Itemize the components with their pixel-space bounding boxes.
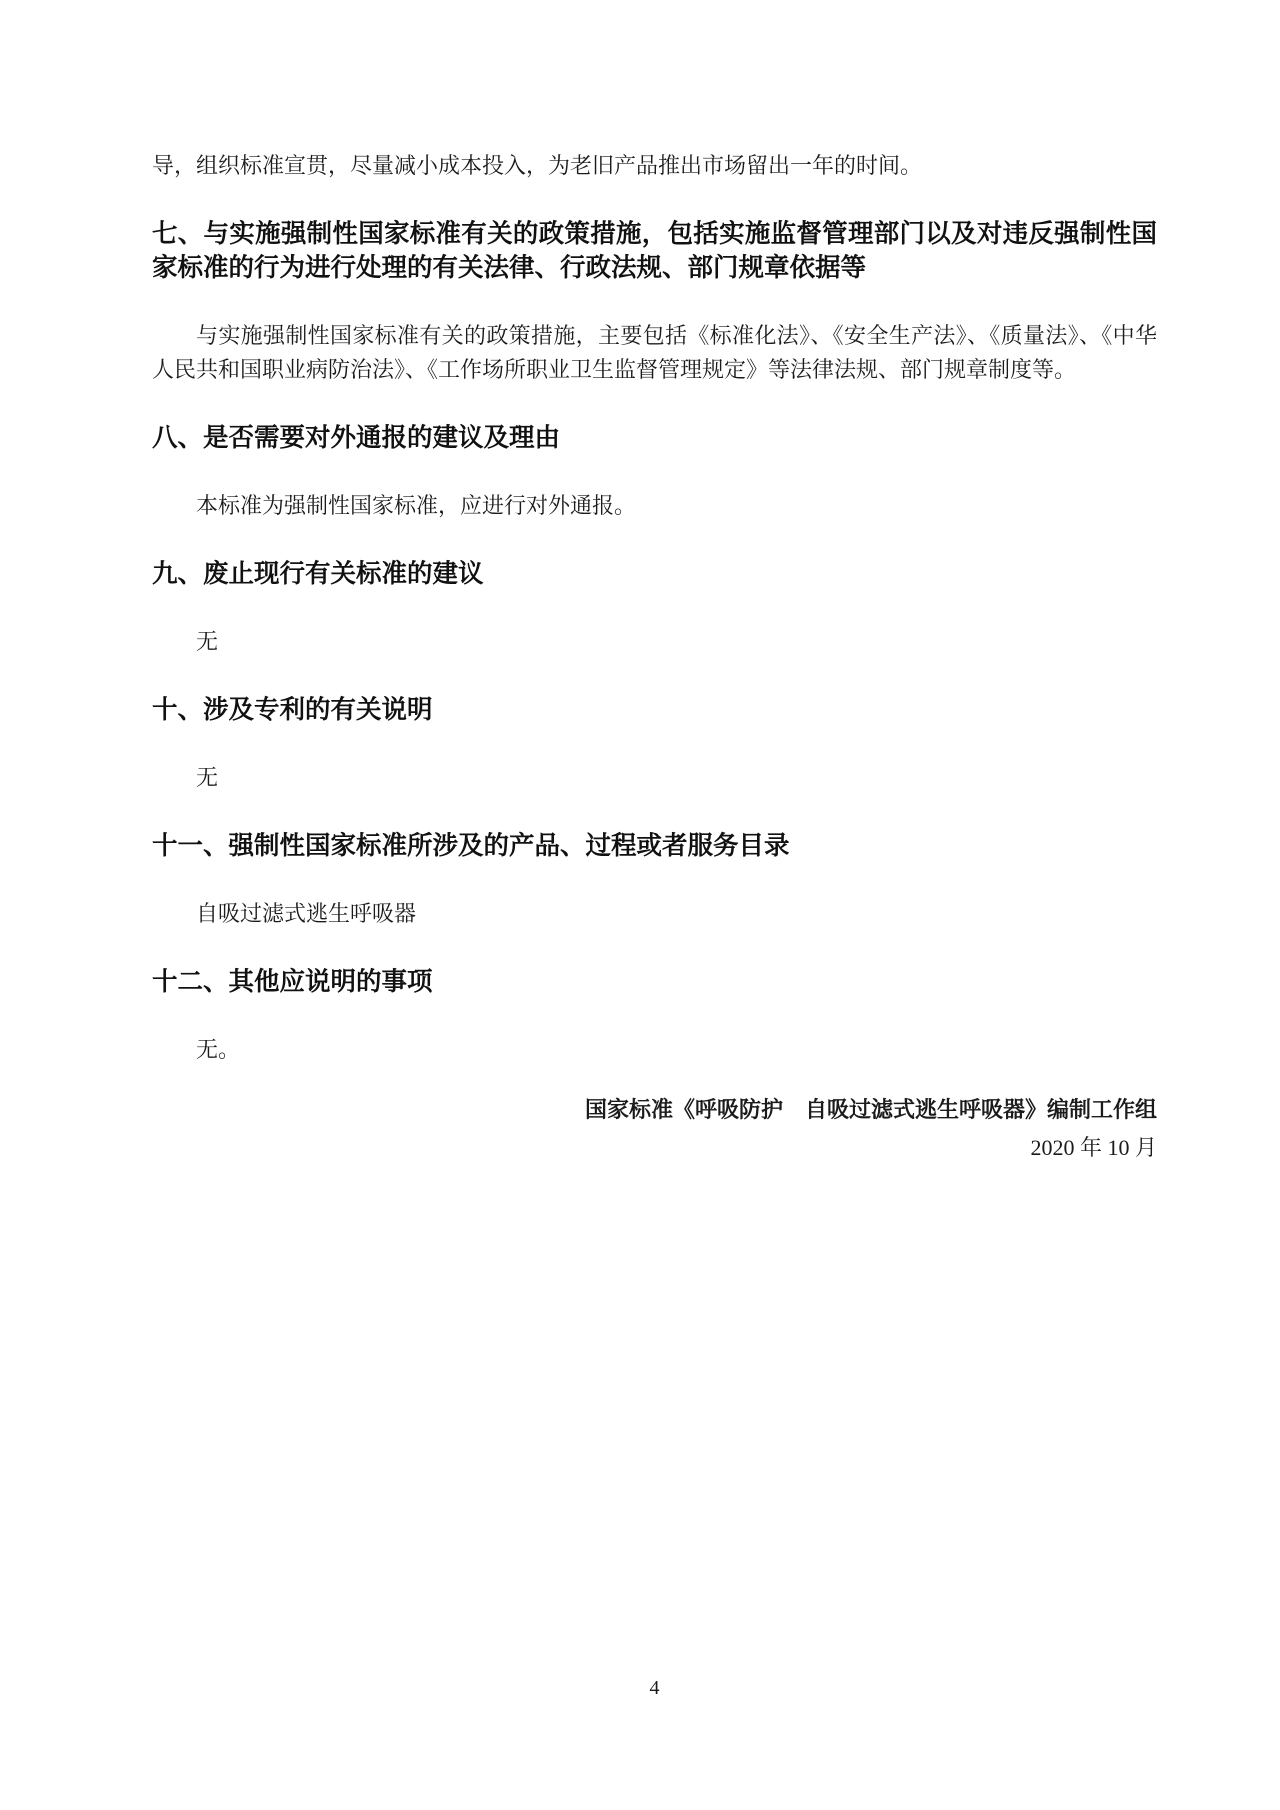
section-8-heading: 八、是否需要对外通报的建议及理由 [152,424,561,452]
section-7-heading: 七、与实施强制性国家标准有关的政策措施，包括实施监督管理部门以及对违反强制性国家标准的行为进行处理的有关法律、行政法规、部门规章依据等 [152,220,1157,282]
section-10-body: 无 [196,765,219,790]
document-date: 2020 年 10 月 [1030,1135,1157,1160]
section-11-body: 自吸过滤式逃生呼吸器 [196,901,417,926]
section-12-body: 无。 [196,1037,241,1062]
section-11-heading: 十一、强制性国家标准所涉及的产品、过程或者服务目录 [152,832,790,860]
section-7-body: 与实施强制性国家标准有关的政策措施，主要包括《标准化法》、《安全生产法》、《质量法》、《中华人民共和国职业病防治法》、《工作场所职业卫生监督管理规定》等法律法规、部门规章制度等。 [152,323,1157,382]
page-number: 4 [649,1677,660,1699]
section-9-body: 无 [196,629,219,654]
section-12-heading: 十二、其他应说明的事项 [152,968,433,996]
section-10-heading: 十、涉及专利的有关说明 [152,696,433,724]
section-9-heading: 九、废止现行有关标准的建议 [152,560,484,588]
drafting-group-signature: 国家标准《呼吸防护 自吸过滤式逃生呼吸器》编制工作组 [584,1097,1157,1122]
section-8-body: 本标准为强制性国家标准，应进行对外通报。 [196,493,637,518]
paragraph-continuation: 导，组织标准宣贯，尽量减小成本投入，为老旧产品推出市场留出一年的时间。 [152,153,923,178]
